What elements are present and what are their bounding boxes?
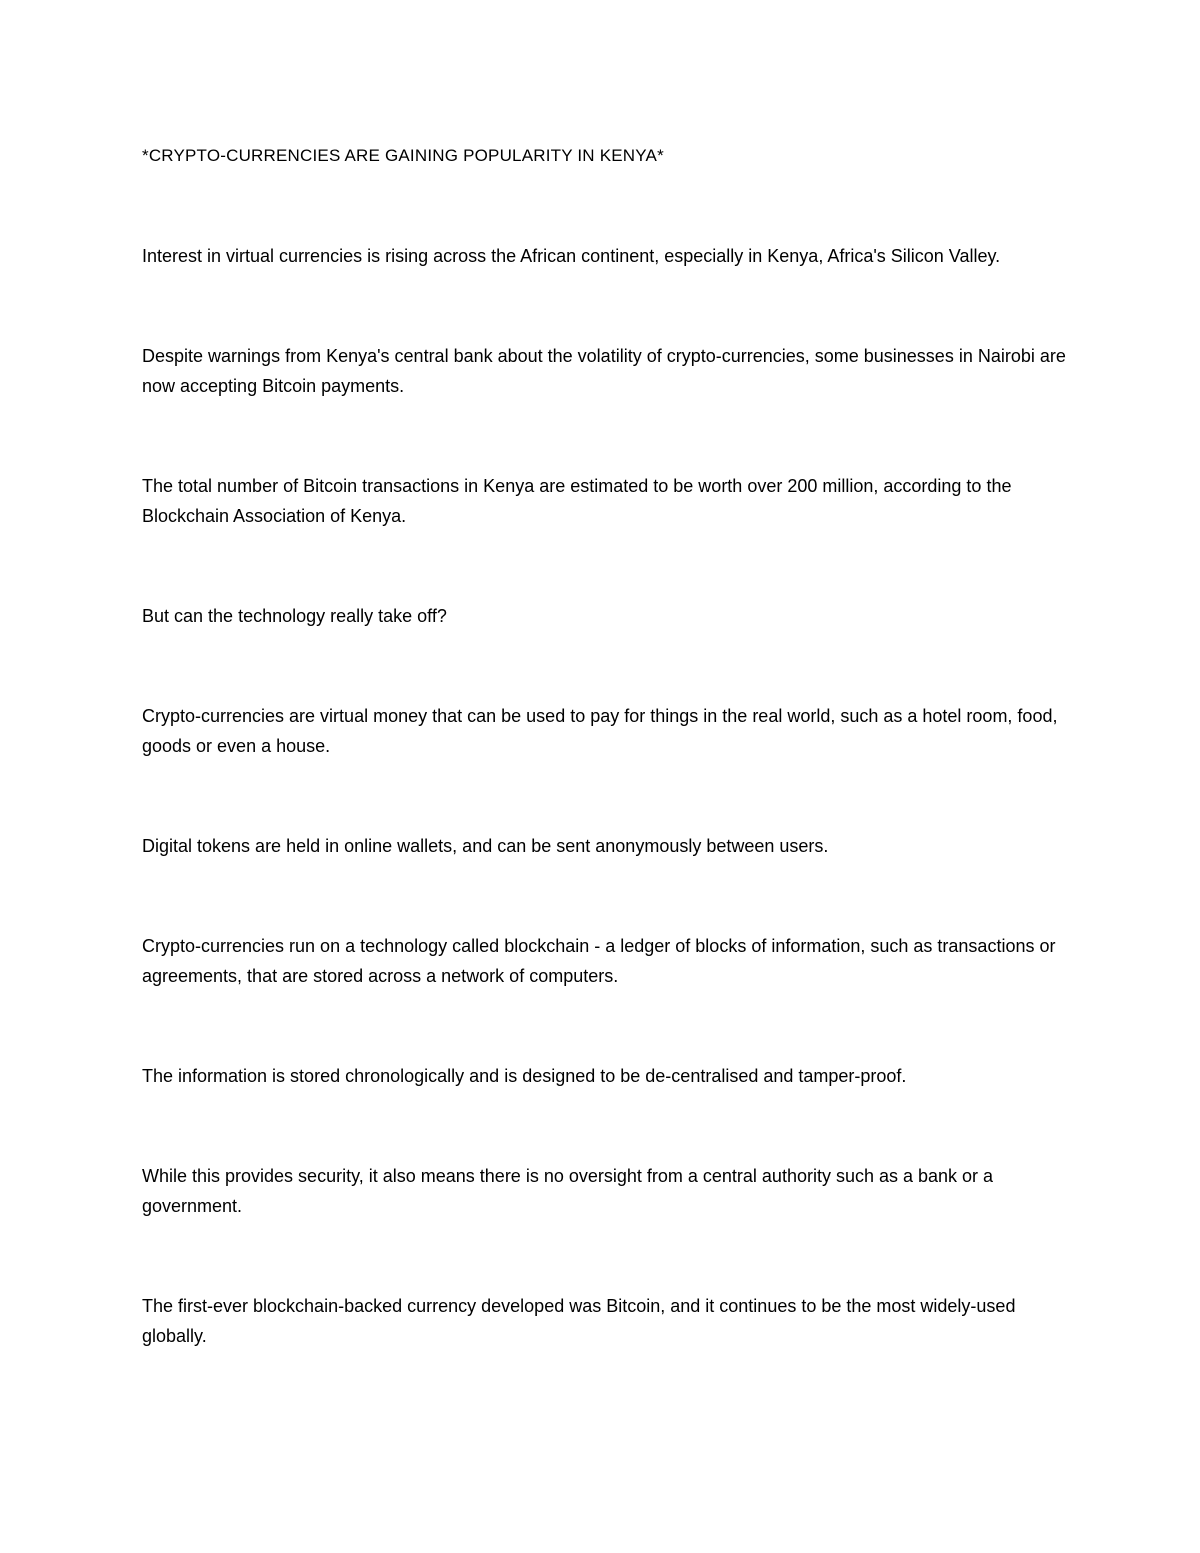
document-body <box>142 141 1067 1351</box>
paragraph-2: Despite warnings from Kenya's central bank about the volatility of crypto-currencies, some businesses in Nairobi are now accepting Bitcoin payments. <box>142 346 1066 396</box>
paragraph-4: But can the technology really take off? <box>142 606 447 626</box>
paragraph-10: The first-ever blockchain-backed currency developed was Bitcoin, and it continues to be the most widely-used globally. <box>142 1296 1016 1346</box>
paragraph-9: While this provides security, it also means there is no oversight from a central authority such as a bank or a government. <box>142 1166 994 1216</box>
paragraph-7: Crypto-currencies run on a technology called blockchain - a ledger of blocks of information, such as transactions or agreements, that are stored across a network of computers. <box>142 936 1056 986</box>
paragraph-8: The information is stored chronologically and is designed to be de-centralised and tamper-proof. <box>142 1066 907 1086</box>
paragraph-3: The total number of Bitcoin transactions in Kenya are estimated to be worth over 200 million, according to the Blockchain Association of Kenya. <box>142 476 1012 526</box>
paragraph-6: Digital tokens are held in online wallets, and can be sent anonymously between users. <box>142 836 829 856</box>
document-title: *CRYPTO-CURRENCIES ARE GAINING POPULARITY IN KENYA* <box>142 146 664 165</box>
paragraph-5: Crypto-currencies are virtual money that can be used to pay for things in the real world, such as a hotel room, food, goods or even a house. <box>142 706 1058 756</box>
paragraph-1: Interest in virtual currencies is rising across the African continent, especially in Kenya, Africa's Silicon Valley. <box>142 246 1001 266</box>
